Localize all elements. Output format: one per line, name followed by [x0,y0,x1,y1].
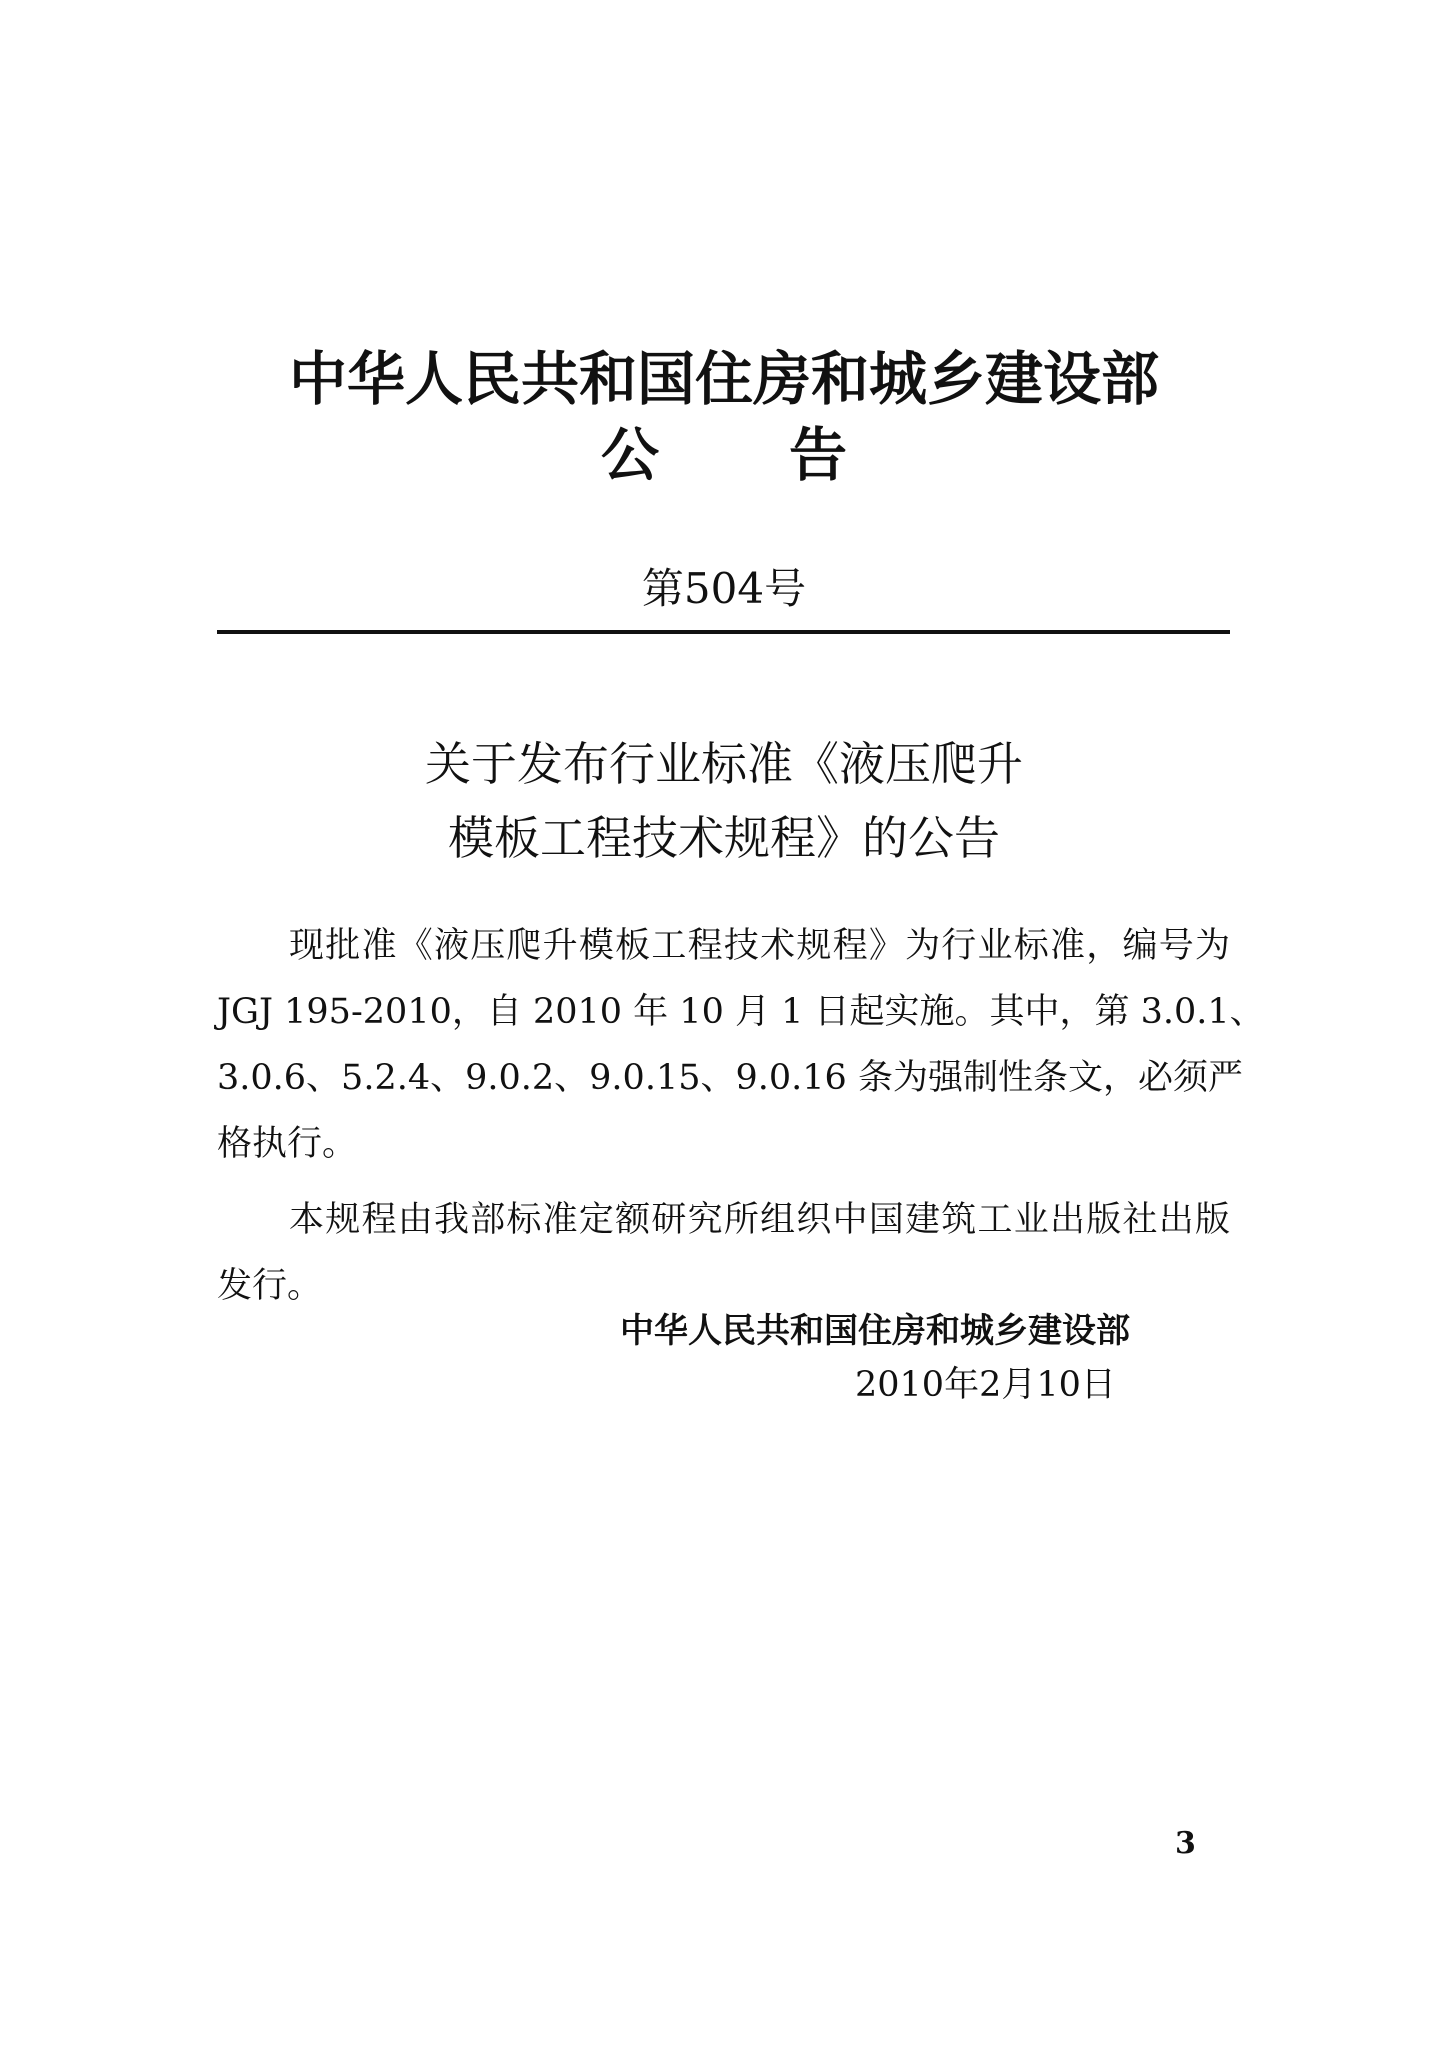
page-number: 3 [1175,1826,1196,1861]
issuer-title: 中华人民共和国住房和城乡建设部 [288,345,1159,413]
notice-number: 第504号 [641,564,807,613]
subtitle-line-2: 模板工程技术规程》的公告 [448,811,1000,865]
signature-date: 2010年2月10日 [855,1365,1116,1405]
body-paragraph-1-line-1: 现批准《液压爬升模板工程技术规程》为行业标准，编号为 [289,926,1230,966]
body-paragraph-1-line-2: JGJ 195-2010，自 2010 年 10 月 1 日起实施。其中，第 3.0.1、 [217,992,1265,1032]
notice-heading [0,408,1448,492]
horizontal-rule [217,630,1230,634]
notice-word-right: 告 [789,421,848,489]
body-paragraph-1-line-4: 格执行。 [217,1124,358,1164]
subtitle-line-1: 关于发布行业标准《液压爬升 [425,737,1023,791]
body-paragraph-2-line-1: 本规程由我部标准定额研究所组织中国建筑工业出版社出版 [289,1200,1230,1240]
signature-organization: 中华人民共和国住房和城乡建设部 [620,1311,1130,1351]
body-paragraph-2-line-2: 发行。 [217,1266,323,1306]
notice-word-left: 公 [600,421,659,489]
body-paragraph-1-line-3: 3.0.6、5.2.4、9.0.2、9.0.15、9.0.16 条为强制性条文，必须严 [217,1058,1243,1098]
